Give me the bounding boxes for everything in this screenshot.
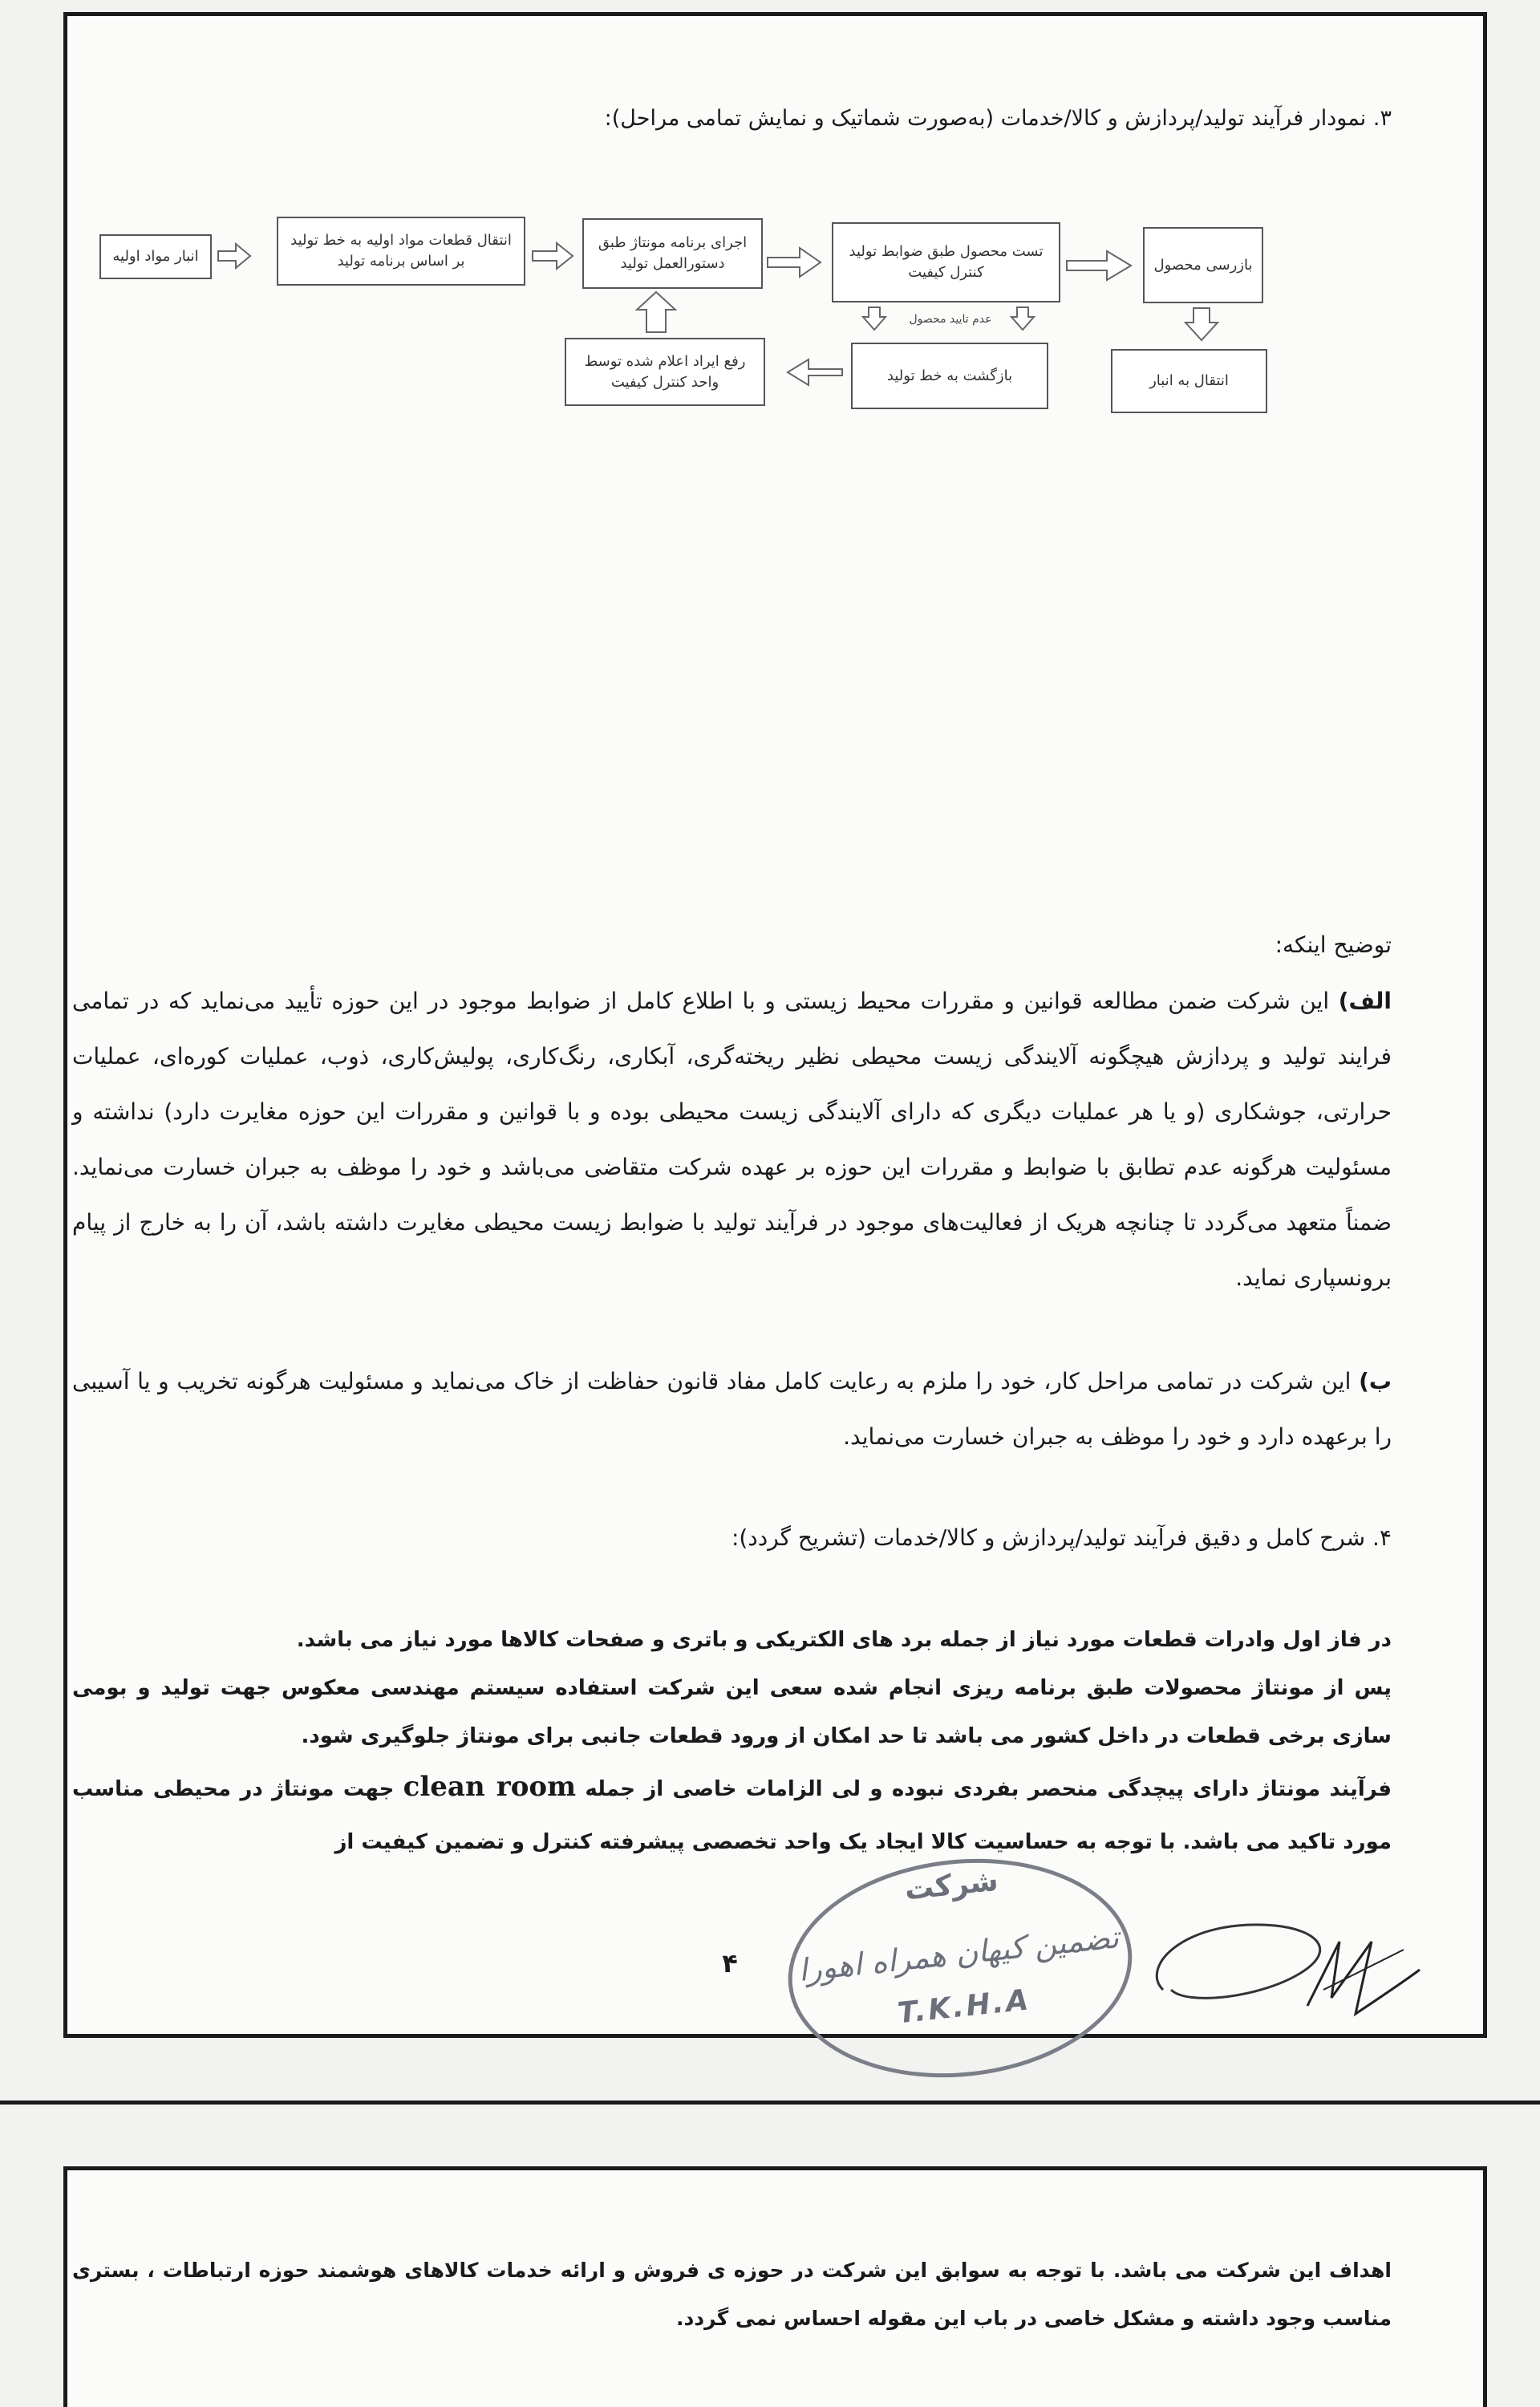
page-number: ۴ <box>722 1948 738 1979</box>
section-4-paragraph-3 <box>72 1760 1392 1869</box>
flow-node-raw-material-warehouse: انبار مواد اولیه <box>99 234 212 279</box>
flow-node-fix-defects: رفع ایراد اعلام شده توسط واحد کنترل کیفیت <box>565 338 765 406</box>
clean-room-term: clean room <box>403 1771 577 1803</box>
page-separator <box>0 2101 1540 2105</box>
flow-label-rejected: عدم تایید محصول <box>909 313 992 326</box>
arrow-up-to-assembly <box>637 292 675 332</box>
process-flowchart <box>0 0 1540 449</box>
notes-intro: توضیح اینکه: <box>1275 932 1392 958</box>
flow-node-transfer-to-line: انتقال قطعات مواد اولیه به خط تولید بر اساس برنامه تولید <box>277 217 525 286</box>
arrow-left-to-fix <box>788 359 842 385</box>
section-4-p3-end: جهت مونتاژ در محیطی مناسب مورد تاکید می باشد. با توجه به حساسیت کالا ایجاد یک واحد تخصصی پیشرفته کنترل و تضمین کیفیت از <box>72 1777 1392 1854</box>
arrow-right-2 <box>533 243 573 269</box>
flow-node-return-to-line: بازگشت به خط تولید <box>851 343 1048 409</box>
stamp-line-1: شرکت <box>902 1864 1000 1907</box>
arrow-right-4 <box>1067 251 1131 280</box>
section-3-heading: ۳. نمودار فرآیند تولید/پردازش و کالا/خدمات (به‌صورت شماتیک و نمایش تمامی مراحل): <box>604 106 1392 131</box>
section-4-paragraph-1: در فاز اول وادرات قطعات مورد نیاز از جمله برد های الکتریکی و باتری و صفحات کالاها مورد نیاز می باشد. <box>296 1628 1392 1652</box>
clause-alef-text: این شرکت ضمن مطالعه قوانین و مقررات محیط زیستی و با اطلاع کامل از ضوابط موجود در این حوزه تأیید می‌نماید که در تمامی فرایند تولید و پردازش هیچگونه آلایندگی زیست محیطی نظیر ریخته‌گری، آبکاری، رنگ‌کاری، پولیش‌کاری، ذوب، عملیات کوره‌ای، عملیات حرارتی، جوشکاری (و یا هر عملیات دیگری که دارای آلایندگی زیست محیطی بوده و با قوانین و مقررات این حوزه مغایرت دارد) نداشته و مسئولیت هرگونه عدم تطابق با ضوابط و مقررات این حوزه بر عهده شرکت متقاضی می‌باشد و خود را موظف به جبران خسارت می‌نماید. ضمناً متعهد می‌گردد تا چنانچه هریک از فعالیت‌های موجود در فرآیند تولید با ضوابط زیست محیطی مغایرت داشته باشد، آن را به خارج از پیام برونسپاری نماید. <box>72 988 1392 1291</box>
clause-be <box>72 1354 1392 1464</box>
arrow-down-inspection <box>1185 308 1218 340</box>
stamp-line-2: تضمین کیهان همراه اهورا <box>796 1919 1121 1988</box>
clause-alef-label: الف) <box>1338 988 1392 1014</box>
flow-node-inspection: بازرسی محصول <box>1143 227 1263 303</box>
stamp-line-3: T.K.H.A <box>896 1983 1032 2031</box>
flow-node-product-test: تست محصول طبق ضوابط تولید کنترل کیفیت <box>832 222 1060 302</box>
section-4-p3-start: فرآیند مونتاژ دارای پیچدگی منحصر بفردی نبوده و لی الزامات خاصی از جمله <box>576 1777 1392 1801</box>
section-4-heading: ۴. شرح کامل و دقیق فرآیند تولید/پردازش و کالا/خدمات (تشریح گردد): <box>731 1524 1392 1551</box>
clause-be-text: این شرکت در تمامی مراحل کار، خود را ملزم به رعایت کامل مفاد قانون حفاظت از خاک می‌نماید و مسئولیت هرگونه تخریب و یا آسیبی را برعهده دارد و خود را موظف به جبران خسارت می‌نماید. <box>72 1368 1392 1450</box>
arrow-right-3 <box>768 248 821 277</box>
flow-node-assembly: اجرای برنامه مونتاژ طبق دستورالعمل تولید <box>582 218 763 289</box>
clause-alef <box>72 973 1392 1305</box>
flow-arrows <box>0 0 1540 449</box>
clause-be-label: ب) <box>1359 1368 1392 1394</box>
arrow-down-test-1 <box>863 307 886 330</box>
section-4-paragraph-2: پس از مونتاژ محصولات طبق برنامه ریزی انجام شده سعی این شرکت استفاده سیستم مهندسی معکوس جهت تولید و بومی سازی برخی قطعات در داخل کشور می باشد تا حد امکان از ورود قطعات جانبی برای مونتاژ جلوگیری شود. <box>72 1676 1392 1748</box>
flow-node-transfer-to-warehouse: انتقال به انبار <box>1111 349 1267 413</box>
page-2-paragraph: اهداف این شرکت می باشد. با توجه به سوابق این شرکت در حوزه ی فروش و ارائه خدمات کالاهای هوشمند حوزه ارتباطات ، بستری مناسب وجود داشته و مشکل خاصی در باب این مقوله احساس نمی گردد. <box>72 2259 1392 2330</box>
arrow-right-1 <box>218 244 250 268</box>
signature <box>1139 1894 1428 2030</box>
arrow-down-test-2 <box>1011 307 1034 330</box>
